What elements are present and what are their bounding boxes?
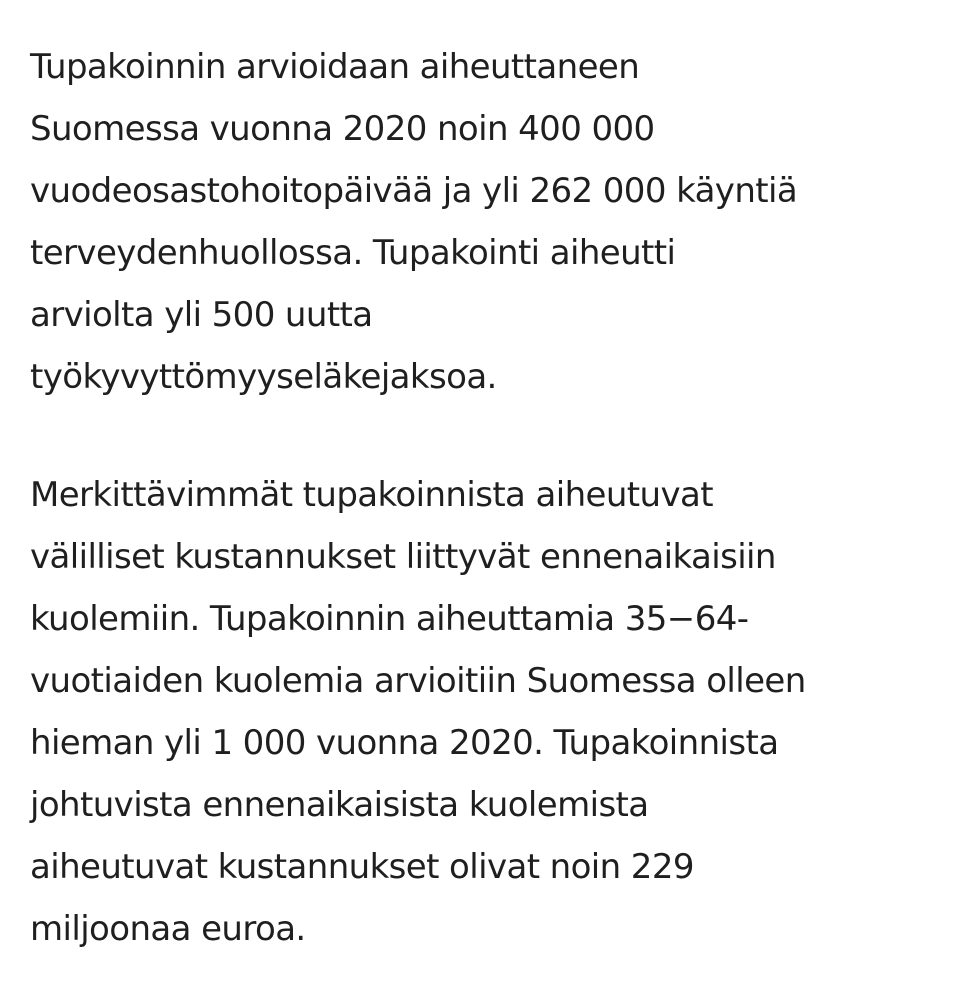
- text-line: kuolemiin. Tupakoinnin aiheuttamia 35−64-: [30, 599, 749, 639]
- text-line: aiheutuvat kustannukset olivat noin 229: [30, 847, 694, 887]
- paragraph-smoking-health-care-impact: [30, 36, 950, 408]
- text-line: vuotiaiden kuolemia arvioitiin Suomessa olleen: [30, 661, 806, 701]
- text-line: Merkittävimmät tupakoinnista aiheutuvat: [30, 475, 713, 515]
- article-body: [30, 36, 950, 960]
- paragraph-premature-death-costs: [30, 464, 950, 960]
- text-line: välilliset kustannukset liittyvät ennenaikaisiin: [30, 537, 776, 577]
- text-line: miljoonaa euroa.: [30, 909, 306, 949]
- text-line: vuodeosastohoitopäivää ja yli 262 000 käyntiä: [30, 171, 798, 211]
- text-line: Suomessa vuonna 2020 noin 400 000: [30, 109, 655, 149]
- text-line: arviolta yli 500 uutta: [30, 295, 373, 335]
- text-line: johtuvista ennenaikaisista kuolemista: [30, 785, 649, 825]
- text-line: työkyvyttömyyseläkejaksoa.: [30, 357, 497, 397]
- text-line: hieman yli 1 000 vuonna 2020. Tupakoinnista: [30, 723, 779, 763]
- text-line: terveydenhuollossa. Tupakointi aiheutti: [30, 233, 676, 273]
- text-line: Tupakoinnin arvioidaan aiheuttaneen: [30, 47, 640, 87]
